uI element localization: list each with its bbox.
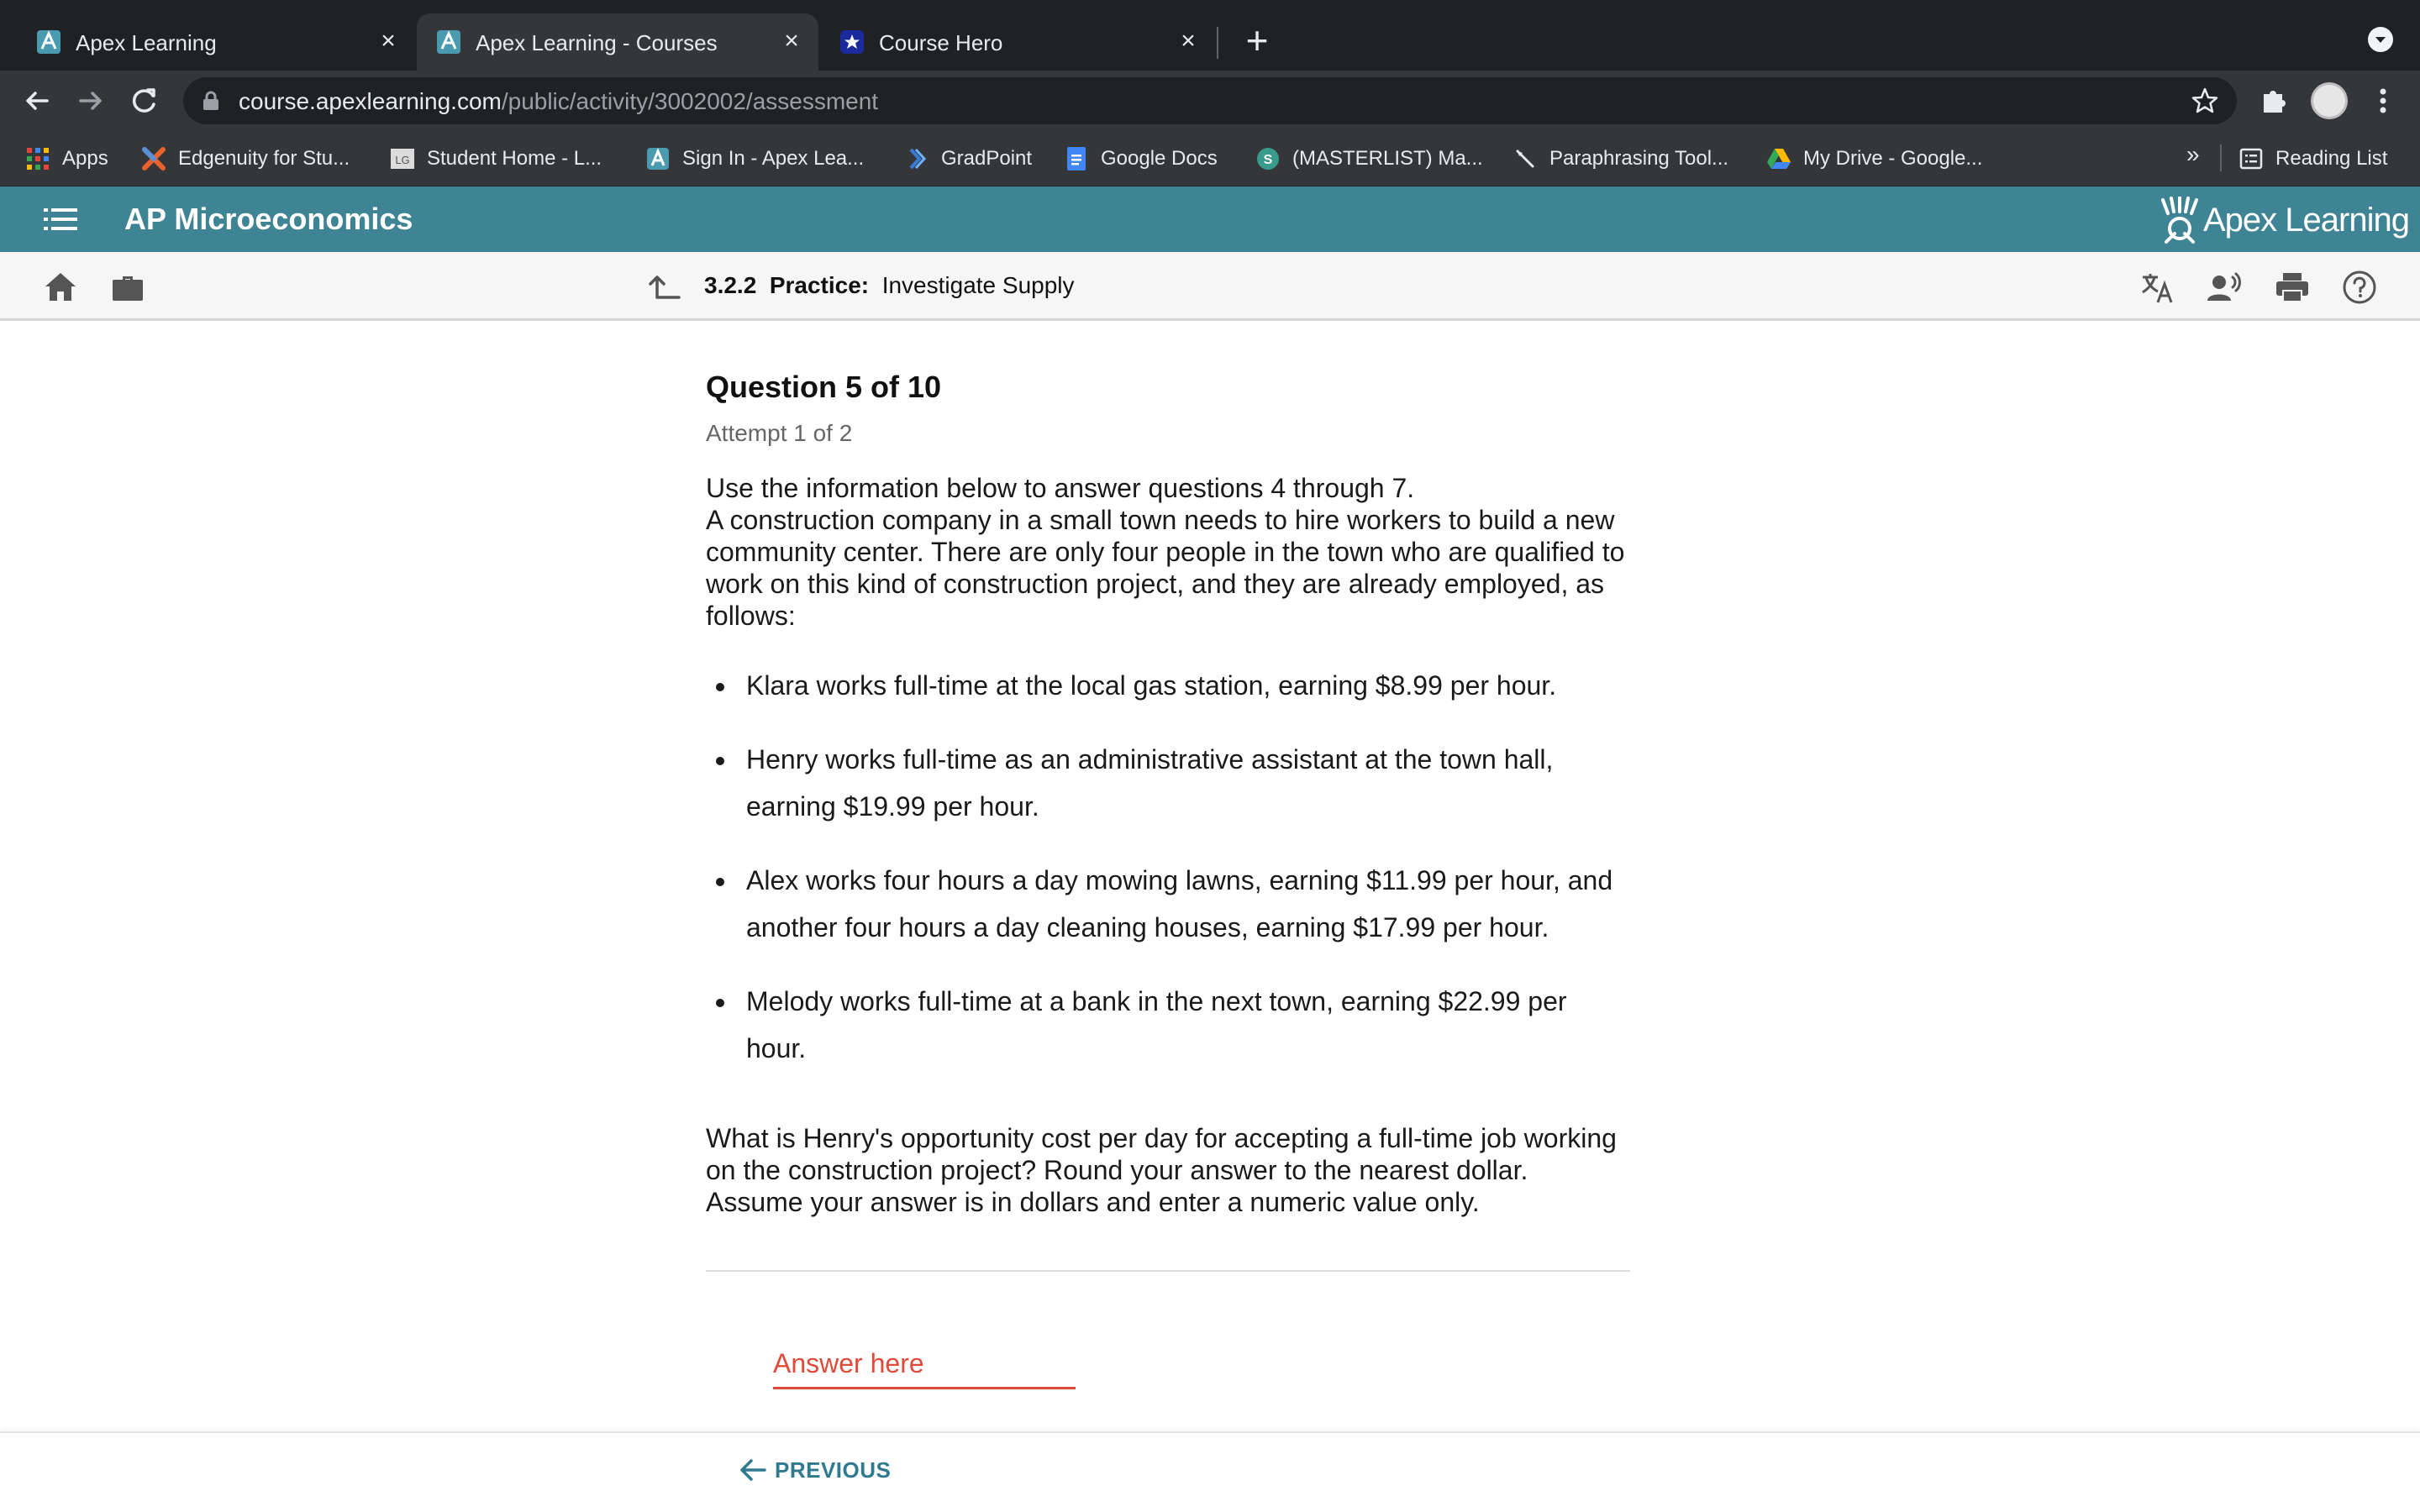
logo-text: Apex Learning	[2203, 201, 2409, 239]
browser-toolbar	[0, 71, 2420, 131]
bookmark-gradpoint[interactable]	[904, 143, 1032, 175]
list-item: Alex works four hours a day mowing lawns, earning $11.99 per hour, and another four hours a day cleaning houses, earning $17.99 per hour.	[746, 857, 1630, 951]
help-icon[interactable]	[2341, 269, 2378, 306]
up-level-arrow-icon[interactable]	[645, 269, 682, 306]
url-host: course.apexlearning.com	[239, 88, 502, 114]
new-tab-button[interactable]: +	[1245, 18, 1269, 62]
tab-course-hero[interactable]	[820, 13, 1215, 71]
bookmarks-separator	[2220, 144, 2222, 171]
bookmark-label: Sign In - Apex Lea...	[682, 147, 865, 170]
text-to-speech-icon[interactable]	[2207, 269, 2244, 306]
bookmark-label: Google Docs	[1101, 147, 1218, 170]
reading-list-label: Reading List	[2275, 147, 2388, 170]
bookmark-label: Edgenuity for Stu...	[178, 147, 350, 170]
svg-text:S: S	[1263, 153, 1273, 167]
apex-favicon-icon	[435, 29, 462, 55]
reading-list-icon	[2238, 146, 2264, 171]
edgenuity-icon	[141, 146, 166, 171]
activity-name: Investigate Supply	[881, 272, 1075, 298]
activity-number: 3.2.2	[704, 272, 757, 298]
intro-paragraph: A construction company in a small town needs to hire workers to build a new community center. There are only four people in the town who are qualified to work on this kind of construction project, and they are already employed, as follows:	[706, 505, 1625, 631]
question-panel	[706, 370, 1630, 1218]
forward-arrow-icon[interactable]	[71, 81, 111, 121]
answer-input[interactable]	[773, 1341, 1076, 1389]
home-icon[interactable]	[42, 269, 79, 306]
bookmark-label: Student Home - L...	[427, 147, 602, 170]
browser-menu-icon[interactable]	[2365, 82, 2402, 119]
bookmarks-bar	[0, 131, 2420, 186]
attempt-counter: Attempt 1 of 2	[706, 420, 853, 446]
close-tab-icon[interactable]: ×	[784, 27, 799, 55]
tab-search-icon[interactable]	[2368, 27, 2393, 52]
gradpoint-icon	[904, 146, 929, 171]
activity-title	[704, 272, 1075, 299]
lg-icon	[390, 146, 415, 171]
close-tab-icon[interactable]: ×	[1181, 27, 1196, 55]
bookmark-apps[interactable]	[25, 143, 108, 175]
bookmark-google-docs[interactable]	[1064, 143, 1218, 175]
url-path: /public/activity/3002002/assessment	[501, 88, 879, 114]
tab-title: Apex Learning	[76, 30, 217, 55]
previous-label: PREVIOUS	[775, 1457, 892, 1483]
svg-text:LG: LG	[395, 154, 410, 166]
course-title: AP Microeconomics	[124, 202, 413, 236]
worker-list	[706, 662, 1630, 1072]
masterlist-icon	[1255, 146, 1281, 171]
tab-apex-learning-courses[interactable]	[417, 13, 818, 71]
intro-line: Use the information below to answer questions 4 through 7.	[706, 473, 1415, 503]
apex-favicon-icon	[35, 29, 62, 55]
course-header	[0, 186, 2420, 252]
url-text[interactable]	[239, 88, 878, 115]
apex-favicon-icon	[645, 146, 671, 171]
bookmark-label: My Drive - Google...	[1803, 147, 1983, 170]
tab-title: Apex Learning - Courses	[476, 30, 718, 55]
browser-tab-bar	[0, 0, 2420, 71]
bookmark-my-drive[interactable]	[1766, 143, 1982, 175]
briefcase-icon[interactable]	[109, 269, 146, 306]
apex-learning-logo	[2160, 197, 2409, 244]
divider	[706, 1270, 1630, 1272]
print-icon[interactable]	[2274, 269, 2311, 306]
close-tab-icon[interactable]: ×	[381, 27, 396, 55]
list-item: Klara works full-time at the local gas station, earning $8.99 per hour.	[746, 662, 1630, 709]
bookmark-label: GradPoint	[941, 147, 1033, 170]
extensions-puzzle-icon[interactable]	[2255, 82, 2292, 119]
bookmark-label: Paraphrasing Tool...	[1549, 147, 1729, 170]
bookmark-star-icon[interactable]	[2190, 86, 2220, 116]
list-item: Melody works full-time at a bank in the next town, earning $22.99 per hour.	[746, 978, 1630, 1072]
quill-icon	[1512, 146, 1538, 171]
apex-logo-icon	[2160, 197, 2200, 244]
tab-title: Course Hero	[879, 30, 1003, 55]
arrow-left-icon	[736, 1455, 770, 1485]
bookmarks-overflow-button[interactable]: »	[2186, 141, 2200, 167]
list-item: Henry works full-time as an administrative assistant at the town hall, earning $19.99 per hour.	[746, 736, 1630, 830]
coursehero-favicon-icon	[839, 29, 865, 55]
bookmark-label: Apps	[62, 147, 108, 170]
google-drive-icon	[1766, 146, 1791, 171]
profile-avatar[interactable]	[2311, 82, 2348, 119]
google-docs-icon	[1064, 146, 1089, 171]
bookmark-sign-in-apex[interactable]	[645, 143, 864, 175]
activity-type: Practice:	[769, 272, 870, 298]
bookmark-paraphrasing-tool[interactable]	[1512, 143, 1728, 175]
reload-icon[interactable]	[124, 81, 165, 121]
back-arrow-icon[interactable]	[17, 81, 57, 121]
address-bar[interactable]	[183, 77, 2237, 124]
question-number: Question 5 of 10	[706, 370, 942, 404]
bookmark-student-home[interactable]	[390, 143, 602, 175]
activity-toolbar	[0, 252, 2420, 321]
apps-grid-icon	[25, 146, 50, 171]
question-intro	[706, 472, 1630, 632]
bookmark-edgenuity[interactable]	[141, 143, 350, 175]
lock-icon[interactable]	[202, 91, 220, 111]
translate-icon[interactable]	[2139, 269, 2176, 306]
reading-list-button[interactable]	[2238, 143, 2387, 175]
navigation-footer	[0, 1431, 2420, 1512]
previous-button[interactable]	[736, 1455, 891, 1485]
menu-list-icon[interactable]	[44, 207, 77, 232]
question-prompt: What is Henry's opportunity cost per day for accepting a full-time job working on the construction project? Round your answer to the nearest dollar. Assume your answer is in dollars and enter a numeric value only.	[706, 1123, 1617, 1217]
tab-separator	[1217, 27, 1218, 59]
bookmark-label: (MASTERLIST) Ma...	[1292, 147, 1483, 170]
tab-apex-learning[interactable]	[17, 13, 415, 71]
bookmark-masterlist[interactable]	[1255, 143, 1483, 175]
